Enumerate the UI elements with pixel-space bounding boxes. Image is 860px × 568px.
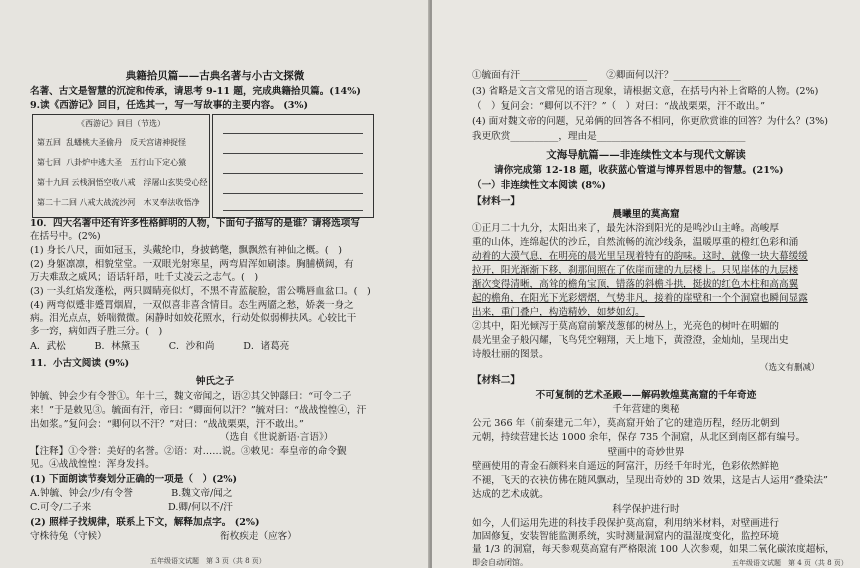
q10-item: 病。泪光点点，娇喘微微。闲静时如姣花照水，行动处似弱柳扶风。心较比干: [30, 313, 357, 324]
material1-line: 诗般壮丽的图景。: [472, 349, 549, 360]
journey-west-table: [32, 114, 210, 218]
material2-line: 量 1/3 的洞窟，每天参观莫高窟有严格限流 100 人次参观，如果二氧化碳浓度超标，: [472, 544, 835, 555]
table-row: 第五回 乱蟠桃大圣偷丹 反天宫诸神捉怪: [37, 138, 187, 147]
q9-stem: 9.读《西游记》回目，任选其一，写一写故事的主要内容。 (3%): [30, 100, 309, 111]
material1-line: 晨光里金子般闪耀，飞鸟凭空翱翔，天上地下，黄澄澄，金灿灿，呈现出史: [472, 335, 789, 346]
material2-line: 元朝，持续营建长达 1000 余年，保存 735 个洞窟，从北区到南区都有编号。: [472, 432, 806, 443]
material2-subheading: 壁画中的奇妙世界: [607, 447, 685, 458]
table-row: 第二十二回 八戒大战流沙河 木叉奉法收悟净: [37, 198, 200, 207]
material2-line: 公元 366 年（前秦建元二年），莫高窟开始了它的建造历程，经历北朝到: [472, 418, 780, 429]
material2-line: 加固修复，安装智能监测系统，实时测量洞窟内的温湿度变化，监控环境: [472, 531, 779, 542]
passage-line: 出如浆。”复问会：“卿何以不汗？”对曰：“战战栗栗，汗不敢出。”: [30, 419, 304, 430]
section2-intro: 请你完成第 12-18 题，收获蓝心管道与博界哲思中的智慧。(21%): [494, 165, 784, 176]
material2-subheading: 科学保护进行时: [612, 504, 680, 515]
passage-line: 来！”于是敕见③。毓面有汗，帝曰：“卿面何以汗？”毓对曰：“战战惶惶④，汗: [30, 405, 367, 416]
passage-note: 见。④战战惶惶：浑身发抖。: [30, 459, 155, 470]
q10-stem-cont: 在括号中。(2%): [30, 231, 101, 242]
q11-sub4: (4) 面对魏文帝的问题，兄弟俩的回答各不相同，你更欣赏谁的回答？为什么？(3%): [472, 116, 828, 127]
q10-item: (3) 一头红焰发蓬松，两只圆睛亮似灯，不黑不青蓝靛脸，雷公嘴唇血盆口。( ): [30, 286, 371, 297]
q9-answer-box[interactable]: [212, 114, 374, 218]
q11-sub1-options: C.可令/二子来 D.卿/何以不/汗: [30, 502, 233, 513]
q11-sub1: (1) 下面朗读节奏划分正确的一项是（ ）(2%): [30, 474, 238, 485]
material2-line: 壁画使用的青金石颜料来自遥远的阿富汗，历经千年时光，色彩依然鲜艳: [472, 461, 779, 472]
q10-stem: 10．四大名著中还有许多性格鲜明的人物，下面句子描写的是谁？请将选项写: [30, 218, 360, 229]
material2-line: 不褪，飞天的衣袂仿佛在随风飘动，呈现出奇妙的 3D 效果，这是古人运用“叠染法”: [472, 475, 828, 486]
q10-item: (1) 身长八尺，面如冠玉，头戴纶巾，身披鹤氅，飘飘然有神仙之概。( ): [30, 245, 342, 256]
material1-title: 晨曦里的莫高窟: [612, 209, 680, 220]
page-footer: 五年级语文试题 第 3 页（共 8 页）: [150, 557, 266, 565]
q10-item: (4) 两弯似蹙非蹙罥烟眉，一双似喜非喜含情目。态生两靥之愁，娇袭一身之: [30, 300, 354, 311]
passage-source: （选自《世说新语·言语》）: [220, 432, 334, 443]
q11-sub4-answer: 我更欣赏__________，理由是_______________________________: [472, 131, 746, 142]
material1-source: （选文有删减）: [760, 363, 820, 373]
page-right: [432, 0, 860, 568]
material2-line: 如今，人们运用先进的科技手段保护莫高窟，利用纳米材料，对壁画进行: [472, 518, 779, 529]
passage-title: 钟氏之子: [195, 376, 235, 387]
material2-title: 不可复制的艺术圣殿——解码敦煌莫高窟的千年奇迹: [535, 390, 757, 401]
material1-line: 出来，重门叠户，构造精妙，如梦如幻。: [472, 307, 645, 318]
material1-line: 重的山体，连绵起伏的沙丘，自然流畅的流沙线条，温暖厚重的橙红色彩和涌: [472, 237, 799, 248]
material2-line: 即会自动闭馆。: [472, 558, 528, 567]
q10-options: A．武松 B．林黛玉 C．沙和尚 D．诸葛亮: [30, 341, 290, 352]
material2-label: 【材料二】: [472, 375, 520, 386]
q11-sub3-blanks: （ ）复问会：“卿何以不汗？”（ ）对曰：“战战栗栗，汗不敢出。”: [472, 101, 766, 112]
page-footer: 五年级语文试题 第 4 页（共 8 页）: [732, 559, 848, 567]
material2-line: 达成的艺术成就。: [472, 489, 549, 500]
table-title: 《西游记》回目（节选）: [77, 119, 165, 128]
passage-note: 【注释】①令誉：美好的名誉。②语：对……说。③敕见：奉皇帝的命令觐: [30, 446, 347, 457]
material1-label: 【材料一】: [472, 196, 520, 207]
material1-line: 起的檐角，在阳光下光彩熠熠，气势非凡，接着的崖壁和一个个洞窟也瞬间显露: [472, 293, 808, 304]
q11-stem: 11．小古文阅读 (9%): [30, 358, 130, 369]
section2-title: 文海导航篇——非连续性文本与现代文解读: [546, 149, 746, 161]
q11-sub2-example: 守株待兔（守候） 衔枚疾走（应客）: [30, 531, 297, 542]
passage-line: 钟毓、钟会少有令誉①。年十三，魏文帝闻之，语②其父钟繇曰：“可令二子: [30, 391, 352, 402]
section-title: 典籍拾贝篇——古典名著与小古文探微: [125, 70, 305, 82]
material1-line: 动着的大漠气息，在明亮的晨光里呈现着特有的韵味。这时，就像一块大幕缓缓: [472, 251, 808, 262]
q10-item: (2) 身躯凛凛，相貌堂堂。一双眼光射寒星，两弯眉浑如刷漆。胸脯横阔，有: [30, 259, 354, 270]
q11-sub2: (2) 照样子找规律，联系上下文，解释加点字。 (2%): [30, 517, 260, 528]
q10-item: 多一窍，病如西子胜三分。( ): [30, 326, 163, 337]
q10-item: 万夫难敌之威风；语话轩昂，吐千丈凌云之志气。( ): [30, 272, 259, 283]
q11-sub3: (3) 省略是文言文常见的语言现象，请根据文意，在括号内补上省略的人物。(2%): [472, 86, 819, 97]
q11-sub1-options: A.钟毓、钟会/少/有令誉 B.魏文帝/闻之: [30, 488, 233, 499]
part1-title: （一）非连续性文本阅读 (8%): [472, 180, 606, 191]
material2-subheading: 千年营建的奥秘: [612, 404, 680, 415]
q11-answer-line: ①毓面有汗______________ ②卿面何以汗？______________: [472, 70, 741, 81]
material1-line: 拉开，阳光渐渐下移，刹那间照在了依崖而建的九层楼上。只见崖体的九层楼: [472, 265, 799, 276]
material1-line: ②其中，阳光倾泻于莫高窟前繁茂葱郁的树丛上，光亮色的树叶在明媚的: [472, 321, 779, 332]
section-intro: 名著、古文是智慧的沉淀和传承，请思考 9-11 题，完成典籍拾贝篇。(14%): [30, 86, 361, 97]
table-row: 第七回 八卦炉中逃大圣 五行山下定心猿: [37, 158, 187, 167]
material1-line: ①正月二十九分，太阳出来了，最先沐浴到阳光的是鸣沙山主峰。高峻厚: [472, 223, 779, 234]
material1-line: 渐次变得清晰，高耸的檐角宝顶，错落的斜檐斗拱，挺拔的红色木柱和高高翼: [472, 279, 799, 290]
table-row: 第十九回 云栈洞悟空收八戒 浮屠山玄奘受心经: [37, 178, 208, 187]
